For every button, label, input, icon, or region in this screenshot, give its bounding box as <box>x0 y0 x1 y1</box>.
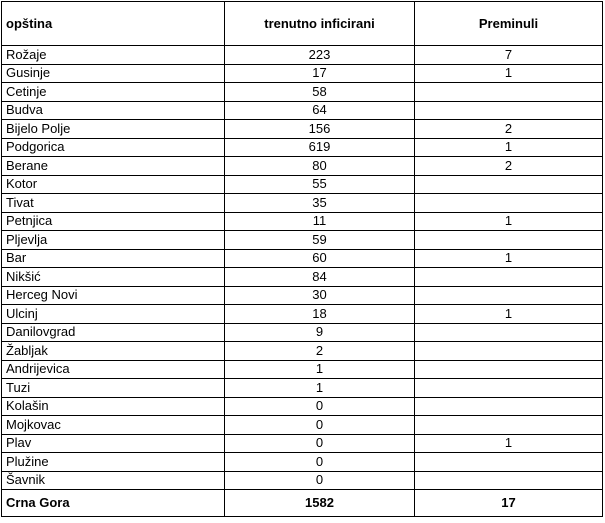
deceased-cell: 7 <box>415 46 603 65</box>
deceased-cell <box>415 471 603 490</box>
infected-cell: 84 <box>225 268 415 287</box>
header-infected: trenutno inficirani <box>225 2 415 46</box>
deceased-cell <box>415 83 603 102</box>
infected-cell: 223 <box>225 46 415 65</box>
municipality-cell: Tivat <box>2 194 225 213</box>
header-deceased: Preminuli <box>415 2 603 46</box>
deceased-cell <box>415 101 603 120</box>
table-row <box>2 157 603 176</box>
deceased-cell: 2 <box>415 120 603 139</box>
header-municipality: opština <box>2 2 225 46</box>
municipality-cell: Žabljak <box>2 342 225 361</box>
table-row <box>2 323 603 342</box>
deceased-cell <box>415 397 603 416</box>
municipality-cell: Berane <box>2 157 225 176</box>
deceased-cell <box>415 268 603 287</box>
infected-cell: 58 <box>225 83 415 102</box>
table-row <box>2 286 603 305</box>
deceased-cell <box>415 231 603 250</box>
table-body <box>2 46 603 490</box>
covid-municipality-table <box>1 1 603 517</box>
table-row <box>2 212 603 231</box>
municipality-cell: Cetinje <box>2 83 225 102</box>
deceased-cell <box>415 194 603 213</box>
infected-cell: 0 <box>225 471 415 490</box>
table-row <box>2 342 603 361</box>
deceased-cell: 1 <box>415 249 603 268</box>
infected-cell: 80 <box>225 157 415 176</box>
table-row <box>2 471 603 490</box>
infected-cell: 0 <box>225 397 415 416</box>
municipality-cell: Tuzi <box>2 379 225 398</box>
infected-cell: 0 <box>225 434 415 453</box>
municipality-cell: Ulcinj <box>2 305 225 324</box>
deceased-cell: 1 <box>415 434 603 453</box>
table-row <box>2 397 603 416</box>
deceased-cell: 1 <box>415 138 603 157</box>
infected-cell: 59 <box>225 231 415 250</box>
infected-cell: 17 <box>225 64 415 83</box>
municipality-cell: Bijelo Polje <box>2 120 225 139</box>
table-row <box>2 64 603 83</box>
municipality-cell: Šavnik <box>2 471 225 490</box>
municipality-cell: Plužine <box>2 453 225 472</box>
table-row <box>2 360 603 379</box>
table-row <box>2 379 603 398</box>
table-row <box>2 305 603 324</box>
municipality-cell: Mojkovac <box>2 416 225 435</box>
infected-cell: 9 <box>225 323 415 342</box>
infected-cell: 0 <box>225 453 415 472</box>
deceased-cell <box>415 360 603 379</box>
total-infected: 1582 <box>225 490 415 517</box>
table-row <box>2 83 603 102</box>
table-header-row <box>2 2 603 46</box>
municipality-cell: Bar <box>2 249 225 268</box>
municipality-cell: Danilovgrad <box>2 323 225 342</box>
infected-cell: 2 <box>225 342 415 361</box>
total-label: Crna Gora <box>2 490 225 517</box>
table-row <box>2 120 603 139</box>
deceased-cell <box>415 323 603 342</box>
deceased-cell <box>415 453 603 472</box>
deceased-cell <box>415 175 603 194</box>
municipality-cell: Herceg Novi <box>2 286 225 305</box>
deceased-cell: 1 <box>415 64 603 83</box>
infected-cell: 35 <box>225 194 415 213</box>
infected-cell: 18 <box>225 305 415 324</box>
municipality-cell: Podgorica <box>2 138 225 157</box>
table-row <box>2 138 603 157</box>
table-row <box>2 434 603 453</box>
table-row <box>2 249 603 268</box>
infected-cell: 156 <box>225 120 415 139</box>
table-row <box>2 175 603 194</box>
deceased-cell <box>415 416 603 435</box>
infected-cell: 64 <box>225 101 415 120</box>
infected-cell: 30 <box>225 286 415 305</box>
deceased-cell: 1 <box>415 212 603 231</box>
municipality-cell: Petnjica <box>2 212 225 231</box>
table-row <box>2 268 603 287</box>
table-row <box>2 194 603 213</box>
deceased-cell: 2 <box>415 157 603 176</box>
table-row <box>2 46 603 65</box>
infected-cell: 619 <box>225 138 415 157</box>
infected-cell: 55 <box>225 175 415 194</box>
deceased-cell <box>415 342 603 361</box>
infected-cell: 0 <box>225 416 415 435</box>
municipality-cell: Nikšić <box>2 268 225 287</box>
table-row <box>2 231 603 250</box>
municipality-cell: Gusinje <box>2 64 225 83</box>
deceased-cell <box>415 379 603 398</box>
infected-cell: 1 <box>225 360 415 379</box>
infected-cell: 60 <box>225 249 415 268</box>
municipality-cell: Kolašin <box>2 397 225 416</box>
table-row <box>2 101 603 120</box>
deceased-cell <box>415 286 603 305</box>
infected-cell: 11 <box>225 212 415 231</box>
total-row <box>2 490 603 517</box>
municipality-cell: Kotor <box>2 175 225 194</box>
municipality-cell: Andrijevica <box>2 360 225 379</box>
total-deceased: 17 <box>415 490 603 517</box>
infected-cell: 1 <box>225 379 415 398</box>
table-row <box>2 416 603 435</box>
table-row <box>2 453 603 472</box>
municipality-cell: Budva <box>2 101 225 120</box>
municipality-cell: Rožaje <box>2 46 225 65</box>
municipality-cell: Plav <box>2 434 225 453</box>
municipality-cell: Pljevlja <box>2 231 225 250</box>
deceased-cell: 1 <box>415 305 603 324</box>
